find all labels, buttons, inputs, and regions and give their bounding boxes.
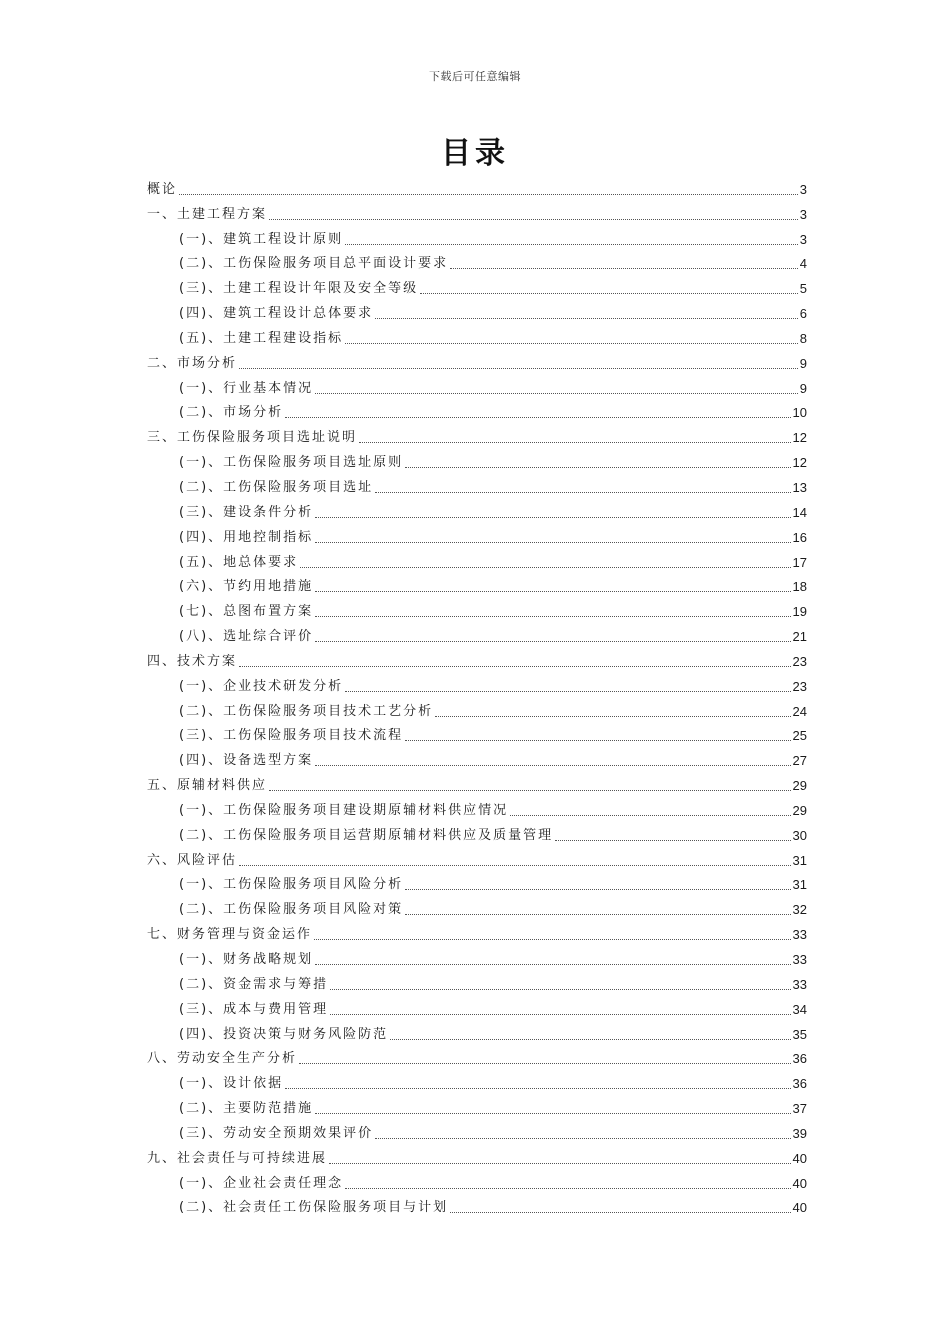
toc-entry-label: (一)、企业技术研发分析 [179, 678, 344, 694]
toc-entry-page-number: 23 [792, 678, 807, 694]
toc-dot-leader [299, 1063, 791, 1064]
toc-entry-page-number: 3 [799, 231, 807, 247]
toc-entry-label: (一)、企业社会责任理念 [179, 1175, 344, 1191]
toc-entry-label: (一)、行业基本情况 [179, 380, 314, 396]
toc-dot-leader [390, 1039, 790, 1040]
toc-entry[interactable] [147, 1045, 807, 1070]
toc-entry[interactable] [147, 821, 807, 846]
toc-dot-leader [510, 815, 790, 816]
toc-entry[interactable] [147, 225, 807, 250]
toc-entry-label: 四、技术方案 [147, 653, 238, 669]
toc-entry-label: (一)、工伤保险服务项目选址原则 [179, 455, 404, 471]
toc-dot-leader [315, 616, 790, 617]
toc-dot-leader [405, 467, 790, 468]
toc-entry[interactable] [147, 399, 807, 424]
toc-entry-label: 三、工伤保险服务项目选址说明 [147, 430, 358, 446]
toc-entry[interactable] [147, 647, 807, 672]
toc-dot-leader [359, 442, 791, 443]
toc-entry[interactable] [147, 796, 807, 821]
toc-entry-page-number: 33 [792, 952, 807, 967]
toc-dot-leader [330, 989, 790, 990]
toc-entry-page-number: 40 [792, 1150, 807, 1166]
toc-dot-leader [315, 591, 790, 592]
toc-entry-label: 七、财务管理与资金运作 [147, 927, 313, 943]
toc-entry-page-number: 32 [792, 902, 807, 918]
toc-entry[interactable] [147, 995, 807, 1020]
toc-entry-label: (二)、市场分析 [179, 405, 284, 421]
toc-entry[interactable] [147, 970, 807, 995]
toc-entry-page-number: 5 [799, 281, 807, 297]
toc-entry-page-number: 3 [799, 181, 807, 197]
toc-entry-page-number: 17 [792, 554, 807, 570]
toc-entry-page-number: 19 [792, 604, 807, 620]
toc-entry-page-number: 13 [792, 479, 807, 495]
toc-entry-page-number: 31 [792, 852, 807, 868]
toc-entry-label: (二)、资金需求与筹措 [179, 976, 329, 992]
toc-entry[interactable] [147, 423, 807, 448]
toc-dot-leader [375, 318, 798, 319]
toc-entry-label: (二)、工伤保险服务项目技术工艺分析 [179, 703, 434, 719]
toc-entry-label: (四)、建筑工程设计总体要求 [179, 306, 374, 322]
toc-entry-label: (一)、建筑工程设计原则 [179, 231, 344, 247]
toc-entry-page-number: 3 [799, 206, 807, 222]
toc-entry[interactable] [147, 349, 807, 374]
toc-entry-page-number: 6 [799, 306, 807, 322]
toc-dot-leader [315, 1113, 790, 1114]
toc-dot-leader [450, 1212, 790, 1213]
toc-entry[interactable] [147, 1144, 807, 1169]
toc-entry[interactable] [147, 746, 807, 771]
toc-dot-leader [405, 740, 790, 741]
toc-entry-label: 五、原辅材料供应 [147, 778, 268, 794]
toc-dot-leader [239, 368, 798, 369]
toc-entry-page-number: 23 [792, 653, 807, 669]
toc-entry[interactable] [147, 1020, 807, 1045]
toc-entry-label: (四)、设备选型方案 [179, 753, 314, 769]
toc-dot-leader [300, 567, 790, 568]
toc-entry[interactable] [147, 945, 807, 970]
toc-entry-page-number: 25 [792, 728, 807, 744]
toc-dot-leader [375, 1138, 790, 1139]
toc-entry-label: (一)、工伤保险服务项目风险分析 [179, 877, 404, 893]
toc-dot-leader [435, 716, 790, 717]
header-note: 下载后可任意编辑 [429, 70, 521, 83]
toc-dot-leader [405, 914, 790, 915]
toc-entry[interactable] [147, 1069, 807, 1094]
toc-entry[interactable] [147, 448, 807, 473]
toc-entry-page-number: 30 [792, 827, 807, 843]
toc-dot-leader [285, 417, 790, 418]
toc-entry-page-number: 29 [792, 802, 807, 818]
toc-dot-leader [345, 691, 790, 692]
toc-entry-label: (二)、工伤保险服务项目选址 [179, 479, 374, 495]
toc-entry-page-number: 40 [792, 1200, 807, 1216]
toc-dot-leader [420, 293, 798, 294]
toc-entry-page-number: 37 [792, 1101, 807, 1117]
toc-entry[interactable] [147, 175, 807, 200]
toc-entry-label: 九、社会责任与可持续进展 [147, 1150, 328, 1166]
toc-entry-label: 六、风险评估 [147, 852, 238, 868]
toc-entry-label: (二)、工伤保险服务项目总平面设计要求 [179, 256, 449, 272]
toc-entry-label: (四)、用地控制指标 [179, 529, 314, 545]
toc-entry-label: (二)、工伤保险服务项目风险对策 [179, 902, 404, 918]
toc-entry[interactable] [147, 573, 807, 598]
toc-entry[interactable] [147, 672, 807, 697]
toc-entry-label: (三)、土建工程设计年限及安全等级 [179, 281, 419, 297]
toc-entry[interactable] [147, 473, 807, 498]
toc-entry[interactable] [147, 771, 807, 796]
toc-entry[interactable] [147, 622, 807, 647]
toc-entry-page-number: 39 [792, 1125, 807, 1141]
toc-entry[interactable] [147, 498, 807, 523]
toc-dot-leader [315, 641, 790, 642]
toc-dot-leader [269, 790, 791, 791]
toc-entry[interactable] [147, 1194, 807, 1219]
page-title: 目录 [441, 136, 509, 171]
toc-entry-page-number: 29 [792, 778, 807, 794]
toc-entry-label: 一、土建工程方案 [147, 206, 268, 222]
toc-dot-leader [314, 939, 791, 940]
toc-entry-page-number: 14 [792, 504, 807, 520]
toc-entry-label: (一)、设计依据 [179, 1076, 284, 1092]
toc-dot-leader [239, 666, 791, 667]
toc-entry-page-number: 9 [799, 380, 807, 396]
toc-entry-label: (五)、地总体要求 [179, 554, 299, 570]
toc-dot-leader [315, 765, 790, 766]
toc-entry-page-number: 27 [792, 753, 807, 769]
toc-entry-label: 二、市场分析 [147, 355, 238, 371]
toc-dot-leader [330, 1014, 790, 1015]
toc-entry[interactable] [147, 1094, 807, 1119]
toc-entry-label: (七)、总图布置方案 [179, 604, 314, 620]
toc-dot-leader [315, 542, 790, 543]
toc-entry[interactable] [147, 895, 807, 920]
toc-dot-leader [315, 964, 790, 965]
table-of-contents [147, 175, 807, 1218]
toc-entry[interactable] [147, 722, 807, 747]
toc-entry[interactable] [147, 274, 807, 299]
toc-dot-leader [239, 865, 791, 866]
toc-entry-label: (二)、主要防范措施 [179, 1101, 314, 1117]
toc-entry-page-number: 24 [792, 703, 807, 719]
toc-entry-page-number: 4 [799, 256, 807, 272]
toc-entry-label: (三)、劳动安全预期效果评价 [179, 1125, 374, 1141]
toc-entry-label: (四)、投资决策与财务风险防范 [179, 1026, 389, 1042]
toc-dot-leader [345, 244, 798, 245]
toc-entry[interactable] [147, 324, 807, 349]
toc-entry-page-number: 35 [792, 1026, 807, 1042]
toc-entry-page-number: 36 [792, 1076, 807, 1092]
toc-dot-leader [329, 1163, 791, 1164]
toc-entry-page-number: 9 [799, 355, 807, 371]
toc-entry-page-number: 10 [792, 405, 807, 421]
toc-dot-leader [285, 1088, 790, 1089]
toc-entry[interactable] [147, 920, 807, 945]
toc-entry[interactable] [147, 374, 807, 399]
toc-dot-leader [315, 393, 798, 394]
toc-dot-leader [450, 268, 798, 269]
toc-entry-label: (二)、工伤保险服务项目运营期原辅材料供应及质量管理 [179, 827, 554, 843]
toc-entry-label: (三)、成本与费用管理 [179, 1001, 329, 1017]
toc-entry-page-number: 12 [792, 455, 807, 471]
toc-entry[interactable] [147, 548, 807, 573]
toc-entry-label: (八)、选址综合评价 [179, 629, 314, 645]
toc-entry[interactable] [147, 597, 807, 622]
toc-dot-leader [345, 1188, 790, 1189]
toc-dot-leader [179, 194, 798, 195]
toc-entry-page-number: 33 [792, 976, 807, 992]
toc-entry[interactable] [147, 846, 807, 871]
toc-entry-label: (六)、节约用地措施 [179, 579, 314, 595]
toc-entry-page-number: 21 [792, 629, 807, 645]
toc-dot-leader [269, 219, 798, 220]
toc-entry-label: (二)、社会责任工伤保险服务项目与计划 [179, 1200, 449, 1216]
toc-entry-label: 八、劳动安全生产分析 [147, 1051, 298, 1067]
toc-entry-label: (三)、工伤保险服务项目技术流程 [179, 728, 404, 744]
toc-entry-page-number: 31 [792, 877, 807, 893]
toc-entry-label: (一)、工伤保险服务项目建设期原辅材料供应情况 [179, 802, 509, 818]
toc-entry[interactable] [147, 1169, 807, 1194]
toc-dot-leader [405, 889, 790, 890]
toc-entry-page-number: 8 [799, 330, 807, 346]
toc-entry[interactable] [147, 1119, 807, 1144]
toc-entry-page-number: 18 [792, 579, 807, 595]
toc-entry-label: 概论 [147, 181, 178, 197]
toc-entry-page-number: 16 [792, 529, 807, 545]
toc-entry[interactable] [147, 523, 807, 548]
toc-entry[interactable] [147, 250, 807, 275]
toc-dot-leader [375, 492, 790, 493]
toc-entry-label: (一)、财务战略规划 [179, 952, 314, 967]
toc-entry-page-number: 40 [792, 1175, 807, 1191]
toc-entry-label: (五)、土建工程建设指标 [179, 330, 344, 346]
toc-entry-page-number: 36 [792, 1051, 807, 1067]
toc-entry-page-number: 12 [792, 430, 807, 446]
toc-dot-leader [345, 343, 798, 344]
toc-entry-label: (三)、建设条件分析 [179, 504, 314, 520]
toc-dot-leader [315, 517, 790, 518]
toc-dot-leader [555, 840, 790, 841]
toc-entry[interactable] [147, 871, 807, 896]
toc-entry-page-number: 33 [792, 927, 807, 943]
toc-entry[interactable] [147, 299, 807, 324]
toc-entry-page-number: 34 [792, 1001, 807, 1017]
toc-entry[interactable] [147, 697, 807, 722]
toc-entry[interactable] [147, 200, 807, 225]
